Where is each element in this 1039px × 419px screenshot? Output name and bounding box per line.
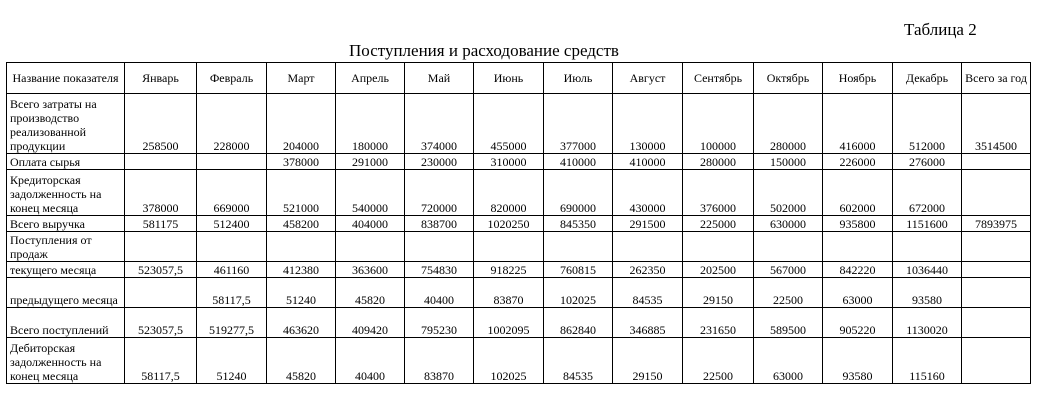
table-cell: 291500: [613, 216, 683, 232]
table-cell: [125, 154, 197, 170]
table-cell: 150000: [754, 154, 823, 170]
table-cell: 204000: [267, 94, 336, 154]
table-cell: [125, 278, 197, 308]
table-cell: 461160: [197, 262, 267, 278]
table-cell: 84535: [544, 338, 613, 384]
table-cell: 51240: [267, 278, 336, 308]
table-cell: 230000: [405, 154, 474, 170]
header-total: Всего за год: [962, 63, 1031, 94]
table-cell: 93580: [823, 338, 893, 384]
header-month: Октябрь: [754, 63, 823, 94]
table-cell: 130000: [613, 94, 683, 154]
table-cell: 40400: [336, 338, 405, 384]
header-month: Март: [267, 63, 336, 94]
table-cell: [405, 232, 474, 262]
total-cell: [962, 338, 1031, 384]
header-name: Название показателя: [7, 63, 125, 94]
table-cell: 202500: [683, 262, 754, 278]
table-cell: 376000: [683, 170, 754, 216]
total-cell: [962, 154, 1031, 170]
cash-flow-table: [6, 62, 1031, 384]
table-cell: 512400: [197, 216, 267, 232]
table-title: Поступления и расходование средств: [349, 41, 619, 60]
table-cell: 404000: [336, 216, 405, 232]
table-row: [7, 308, 1031, 338]
table-cell: 83870: [405, 338, 474, 384]
table-cell: 935800: [823, 216, 893, 232]
table-row: [7, 94, 1031, 154]
table-cell: 754830: [405, 262, 474, 278]
table-cell: 690000: [544, 170, 613, 216]
table-cell: 581175: [125, 216, 197, 232]
table-cell: [125, 232, 197, 262]
table-cell: 262350: [613, 262, 683, 278]
row-name: Кредиторская задолженность на конец месяца: [7, 170, 125, 216]
table-cell: 40400: [405, 278, 474, 308]
table-cell: 93580: [893, 278, 962, 308]
table-cell: 45820: [336, 278, 405, 308]
row-name: Всего выручка: [7, 216, 125, 232]
table-number: Таблица 2: [904, 20, 977, 39]
total-cell: 3514500: [962, 94, 1031, 154]
header-month: Август: [613, 63, 683, 94]
header-month: Декабрь: [893, 63, 962, 94]
table-cell: 51240: [197, 338, 267, 384]
table-cell: 231650: [683, 308, 754, 338]
table-row: [7, 262, 1031, 278]
table-cell: 630000: [754, 216, 823, 232]
row-name: Всего поступлений: [7, 308, 125, 338]
header-month: Июль: [544, 63, 613, 94]
table-cell: 540000: [336, 170, 405, 216]
table-cell: 838700: [405, 216, 474, 232]
header-month: Январь: [125, 63, 197, 94]
table-cell: [893, 232, 962, 262]
table-cell: 521000: [267, 170, 336, 216]
table-cell: 845350: [544, 216, 613, 232]
table-header-row: [7, 63, 1031, 94]
table-cell: [754, 232, 823, 262]
table-cell: 416000: [823, 94, 893, 154]
table-cell: 22500: [754, 278, 823, 308]
row-name: текущего месяца: [7, 262, 125, 278]
table-row: [7, 278, 1031, 308]
table-row: [7, 232, 1031, 262]
table-cell: 29150: [683, 278, 754, 308]
total-cell: [962, 278, 1031, 308]
table-cell: [683, 232, 754, 262]
header-month: Апрель: [336, 63, 405, 94]
table-cell: 291000: [336, 154, 405, 170]
table-cell: 378000: [267, 154, 336, 170]
table-cell: 225000: [683, 216, 754, 232]
header-month: Февраль: [197, 63, 267, 94]
table-cell: 310000: [474, 154, 544, 170]
table-cell: 83870: [474, 278, 544, 308]
table-cell: 409420: [336, 308, 405, 338]
table-cell: 100000: [683, 94, 754, 154]
table-cell: 1020250: [474, 216, 544, 232]
table-cell: 378000: [125, 170, 197, 216]
table-cell: 458200: [267, 216, 336, 232]
table-cell: 22500: [683, 338, 754, 384]
table-cell: 102025: [474, 338, 544, 384]
table-cell: [197, 232, 267, 262]
table-cell: 115160: [893, 338, 962, 384]
table-cell: 918225: [474, 262, 544, 278]
total-cell: [962, 262, 1031, 278]
table-cell: 377000: [544, 94, 613, 154]
table-cell: [267, 232, 336, 262]
table-cell: 795230: [405, 308, 474, 338]
table-cell: 519277,5: [197, 308, 267, 338]
table-cell: 228000: [197, 94, 267, 154]
table-cell: 410000: [544, 154, 613, 170]
table-cell: 346885: [613, 308, 683, 338]
table-cell: 1036440: [893, 262, 962, 278]
table-cell: 720000: [405, 170, 474, 216]
row-name: Оплата сырья: [7, 154, 125, 170]
table-cell: 820000: [474, 170, 544, 216]
table-row: [7, 170, 1031, 216]
table-row: [7, 338, 1031, 384]
table-cell: 280000: [683, 154, 754, 170]
header-month: Сентябрь: [683, 63, 754, 94]
table-cell: [544, 232, 613, 262]
header-month: Ноябрь: [823, 63, 893, 94]
table-cell: [336, 232, 405, 262]
table-cell: 276000: [893, 154, 962, 170]
table-cell: [613, 232, 683, 262]
table-cell: 862840: [544, 308, 613, 338]
table-cell: 45820: [267, 338, 336, 384]
table-cell: 363600: [336, 262, 405, 278]
table-cell: 102025: [544, 278, 613, 308]
table-cell: 29150: [613, 338, 683, 384]
table-cell: 1151600: [893, 216, 962, 232]
table-cell: [823, 232, 893, 262]
total-cell: [962, 170, 1031, 216]
header-month: Май: [405, 63, 474, 94]
table-cell: 374000: [405, 94, 474, 154]
table-cell: 58117,5: [125, 338, 197, 384]
table-cell: 523057,5: [125, 262, 197, 278]
table-cell: 567000: [754, 262, 823, 278]
table-cell: 58117,5: [197, 278, 267, 308]
table-cell: 602000: [823, 170, 893, 216]
table-cell: 502000: [754, 170, 823, 216]
table-cell: 1002095: [474, 308, 544, 338]
table-row: [7, 154, 1031, 170]
table-cell: 905220: [823, 308, 893, 338]
table-cell: 412380: [267, 262, 336, 278]
table-cell: 63000: [754, 338, 823, 384]
table-cell: 430000: [613, 170, 683, 216]
table-cell: [474, 232, 544, 262]
table-cell: 760815: [544, 262, 613, 278]
table-cell: 589500: [754, 308, 823, 338]
table-cell: 84535: [613, 278, 683, 308]
total-cell: [962, 232, 1031, 262]
table-cell: 180000: [336, 94, 405, 154]
row-name: Всего затраты на производство реализованной продукции: [7, 94, 125, 154]
table-cell: 669000: [197, 170, 267, 216]
table-cell: [197, 154, 267, 170]
table-cell: 672000: [893, 170, 962, 216]
table-cell: 1130020: [893, 308, 962, 338]
row-name: предыдущего месяца: [7, 278, 125, 308]
table-row: [7, 216, 1031, 232]
table-cell: 258500: [125, 94, 197, 154]
table-cell: 63000: [823, 278, 893, 308]
table-cell: 842220: [823, 262, 893, 278]
total-cell: [962, 308, 1031, 338]
row-name: Дебиторская задолженность на конец месяца: [7, 338, 125, 384]
total-cell: 7893975: [962, 216, 1031, 232]
table-cell: 226000: [823, 154, 893, 170]
table-cell: 410000: [613, 154, 683, 170]
table-cell: 512000: [893, 94, 962, 154]
table-cell: 523057,5: [125, 308, 197, 338]
header-month: Июнь: [474, 63, 544, 94]
row-name: Поступления от продаж: [7, 232, 125, 262]
table-cell: 463620: [267, 308, 336, 338]
table-cell: 455000: [474, 94, 544, 154]
table-cell: 280000: [754, 94, 823, 154]
